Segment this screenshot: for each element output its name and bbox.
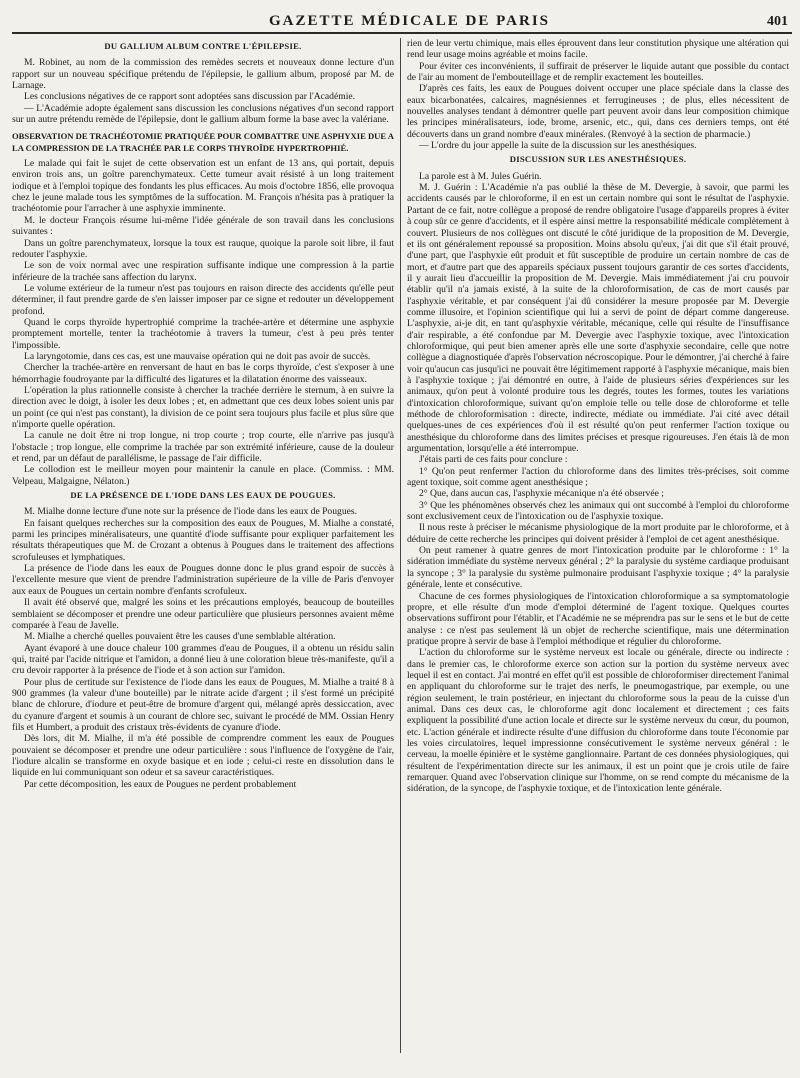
left-column: [12, 38, 400, 1053]
paragraph: — L'Académie adopte également sans discussion les conclusions négatives d'un second rapport sur un autre prétendu remède de l'épilepsie, dont le gallium album forme la base avec la valériane.: [12, 102, 394, 126]
paragraph: Pour plus de certitude sur l'existence de l'iode dans les eaux de Pougues, M. Mialhe a traité 8 à 900 grammes (la valeur d'une bouteille) par le nitrate acide d'argent ; il s'est formé un précipité blanc de chlorure, d'iodure et peut-être de bromure d'argent qui, mélangé après dessiccation, avec du cyanure d'argent et soumis à un courant de chlore sec, suivant le procédé de MM. Ossian Henry fils et Humbert, a produit des cristaux très-évidents de cyanure d'iode.: [12, 676, 394, 733]
paragraph: — L'ordre du jour appelle la suite de la discussion sur les anesthésiques.: [419, 140, 697, 152]
paragraph: 1° Qu'on peut renfermer l'action du chloroforme dans des limites très-précises, soit comme agent toxique, soit comme agent anesthésique ;: [407, 465, 789, 489]
newspaper-page: [12, 8, 792, 1060]
page-number: 401: [766, 14, 788, 29]
paragraph: En faisant quelques recherches sur la composition des eaux de Pougues, M. Mialhe a constaté, parmi les principes minéralisateurs, une quantité d'iode suffisante pour expliquer parfaitement les résultats thérapeutiques que M. de Crozant a obtenus à Pougues dans le traitement des affections scrofuleuses et lymphatiques.: [12, 517, 394, 563]
paragraph: Dans un goître parenchymateux, lorsque la toux est rauque, quoique la parole soit libre, il faut redouter l'asphyxie.: [12, 237, 394, 260]
paragraph: Il avait été observé que, malgré les soins et les précautions employés, beaucoup de bouteilles semblaient se décomposer et prendre une odeur particulière que plusieurs personnes avaient même comparée à l'eau de Javelle.: [12, 597, 394, 631]
paragraph: Le collodion est le meilleur moyen pour maintenir la canule en place. (Commiss. : MM. Velpeau, Malgaigne, Nélaton.): [12, 464, 394, 487]
paragraph: La laryngotomie, dans ces cas, est une mauvaise opération qui ne doit pas avoir de succès.: [24, 350, 371, 362]
paragraph: J'étais parti de ces faits pour conclure :: [419, 454, 568, 466]
paragraph: M. le docteur François résume lui-même l'idée générale de son travail dans les conclusions suivantes :: [12, 214, 394, 238]
paragraph: Il nous reste à préciser le mécanisme physiologique de la mort produite par le chloroforme, et à déduire de cette recherche les principes qui doivent présider à l'emploi de cet agent anesthésique.: [407, 522, 789, 545]
section-heading-gallium: DU GALLIUM ALBUM CONTRE L'ÉPILEPSIE.: [104, 41, 302, 51]
paragraph: On peut ramener à quatre genres de mort l'intoxication produite par le chloroforme : 1° la sidération immédiate du système nerveux général ; 2° la paralysie du système cardiaque produisant la syncope ; 3° la paralysie du système pulmonaire produisant l'asphyxie toxique ; 4° la paralysie générale, lente et consécutive.: [407, 545, 789, 591]
paragraph: 2° Que, dans aucun cas, l'asphyxie mécanique n'a été observée ;: [419, 488, 664, 500]
paragraph: L'opération la plus rationnelle consiste à chercher la trachée derrière le sternum, à en suivre la direction avec le doigt, à isoler les deux lobes ; et, en admettant que ces deux lobes soient unis par un point (ce qui n'est pas constant), la division de ce point sera toujours plus facile et plus sûre que n'importe quelle opération.: [12, 384, 394, 430]
paragraph: Chacune de ces formes physiologiques de l'intoxication chloroformique a sa symptomatologie propre, et elle résulte d'un mode d'emploi déterminé de l'agent toxique. Quelques courtes observations suffiront pour l'établir, et l'Académie ne se méprendra pas sur le sens et le but de cette analyse : ce n'est pas seulement là un objet de recherche scientifique, mais une détermination pratique propre à servir de base à l'emploi méthodique et régulier du chloroforme.: [407, 590, 789, 647]
section-heading-anesthesiques: DISCUSSION SUR LES ANESTHÉSIQUES.: [509, 154, 687, 165]
text-columns: [12, 38, 792, 1053]
paragraph: Ayant évaporé à une douce chaleur 100 grammes d'eau de Pougues, il a obtenu un résidu salin qui, traité par l'acide nitrique et l'amidon, a donné lieu à une coloration bleue très-manifeste, qu'il a cru devoir rapporter à la présence de l'iode et à son action sur l'amidon.: [12, 642, 394, 677]
section-heading-tracheotomie: OBSERVATION DE TRACHÉOTOMIE PRATIQUÉE POUR COMBATTRE UNE ASPHYXIE DUE A LA COMPRESSION DE LA TRACHÉE PAR LE CORPS THYROÏDE HYPERTROPHIÉ.: [12, 131, 394, 153]
paragraph: Chercher la trachée-artère en renversant de haut en bas le corps thyroïde, c'est s'exposer à une hémorrhagie foudroyante par la difficulté des ligatures et la dilatation énorme des vaisseaux.: [12, 362, 394, 385]
paragraph: Dès lors, dit M. Mialhe, il m'a été possible de comprendre comment les eaux de Pougues pouvaient se décomposer et prendre une odeur particulière : sous l'influence de l'oxygène de l'air, l'iodure alcalin se transforme en oxyde basique et en iode ; celui-ci reste en dissolution dans le liquide en lui communiquant son odeur et sa saveur caractéristiques.: [12, 733, 394, 779]
paragraph: M. Mialhe donne lecture d'une note sur la présence de l'iode dans les eaux de Pougues.: [24, 506, 358, 518]
paragraph: Quand le corps thyroïde hypertrophié comprime la trachée-artère et détermine une asphyxie promptement mortelle, tenter la trachéotomie à travers la tumeur, c'est à peu près tenter l'impossible.: [12, 316, 394, 351]
paragraph: Le volume extérieur de la tumeur n'est pas toujours en raison directe des accidents qu'elle peut déterminer, il faut prendre garde de s'en laisser imposer par ce signe et redouter un développement profond.: [12, 282, 394, 317]
paragraph: Pour éviter ces inconvénients, il suffirait de préserver le liquide autant que possible du contact de l'air au moment de l'embouteillage et de remplir exactement les bouteilles.: [407, 60, 789, 84]
paragraph: Le son de voix normal avec une respiration suffisante indique une compression à la partie inférieure de la trachée sans affection du larynx.: [12, 260, 394, 283]
paragraph: Le malade qui fait le sujet de cette observation est un enfant de 13 ans, qui portait, depuis environ trois ans, un goître parenchymateux. Cette tumeur avait résisté à un long traitement iodique et à l'emploi topique des fondants les plus efficaces. Au mois d'octobre 1856, elle provoqua chez le jeune malade tous les symptômes de la suffocation. M. François n'hésita pas à pratiquer la trachéotomie pour l'arracher à une asphyxie imminente.: [12, 158, 394, 215]
paragraph: M. Robinet, au nom de la commission des remèdes secrets et nouveaux donne lecture d'un rapport sur un nouveau spécifique prétendu de l'épilepsie, le gallium album, proposé par M. de Larnage.: [12, 57, 394, 92]
paragraph: L'action du chloroforme sur le système nerveux est locale ou générale, directe ou indirecte : dans le premier cas, le chloroforme exerce son action sur la portion du système nerveux avec lequel il est en contact. J'ai montré en effet qu'il est possible de chloroformiser directement l'animal en appliquant du chloroforme sur le trajet des nerfs, le pneumogastrique, par exemple, ou une région seulement, le train postérieur, en injectant du chloroforme sous la peau de la cuisse d'un animal. Dans ces deux cas, le chloroforme agit donc localement et directement ; ces faits expliquent la possibilité d'une action locale et directe sur le système nerveux du cœur, du poumon, etc. L'action générale et indirecte résulte d'une diffusion du chloroforme dans toute l'économie par les voies circulatoires, lequel impressionne consécutivement le système nerveux général : le cerveau, la moelle épinière et le système ganglionnaire. Partant de ces données physiologiques, qui résultent de l'expérimentation directe sur les animaux, il est un point que je crois utile de faire remarquer. Quand avec l'observation clinique sur l'homme, on se rend compte du mécanisme de la sidération, de la syncope, de l'asphyxie toxique, et de l'intoxication lente générale.: [407, 647, 789, 795]
paragraph: La canule ne doit être ni trop longue, ni trop courte ; trop courte, elle n'arrive pas jusqu'à l'obstacle ; trop longue, elle comprime la trachée par son extrémité inférieure, cause de la douleur et rend, par un défaut de parallélisme, le passage de l'air difficile.: [12, 430, 394, 465]
paragraph: La parole est à M. Jules Guérin.: [419, 170, 542, 182]
paragraph: Par cette décomposition, les eaux de Pougues ne perdent probablement: [24, 778, 297, 790]
paragraph: La présence de l'iode dans les eaux de Pougues donne donc le plus grand espoir de succès à l'excellente mesure que vient de prendre l'administration supérieure de la ville de Paris d'envoyer aux eaux de Pougues un certain nombre d'enfants scrofuleux.: [12, 563, 394, 597]
paragraph: Les conclusions négatives de ce rapport sont adoptées sans discussion par l'Académie.: [24, 91, 356, 103]
page-header: [12, 8, 792, 34]
right-column: [401, 38, 789, 1053]
journal-title: GAZETTE MÉDICALE DE PARIS: [268, 13, 550, 29]
section-heading-iode: DE LA PRÉSENCE DE L'IODE DANS LES EAUX DE POUGUES.: [70, 490, 336, 501]
paragraph: D'après ces faits, les eaux de Pougues doivent occuper une place spéciale dans la classe des eaux bicarbonatées, calcaires, magnésiennes et ferrugineuses ; de plus, elles nécessitent de nouvelles analyses tendant à démontrer quelle part peuvent avoir dans leur composition chimique les principes minéralisateurs, iode, brome, arsenic, etc., qui, dans ces derniers temps, ont été découverts dans un grand nombre d'eaux minérales. (Renvoyé à la section de pharmacie.): [407, 83, 789, 140]
paragraph: M. Mialhe a cherché quelles pouvaient être les causes d'une semblable altération.: [24, 631, 336, 643]
paragraph: 3° Que les phénomènes observés chez les animaux qui ont succombé à l'emploi du chloroforme sont exclusivement ceux de l'intoxication ou de l'asphyxie toxique.: [407, 499, 789, 523]
paragraph: rien de leur vertu chimique, mais elles éprouvent dans leur constitution physique une altération qui rend leur usage moins agréable et moins facile.: [407, 38, 789, 61]
paragraph: M. J. Guérin : L'Académie n'a pas oublié la thèse de M. Devergie, à savoir, que parmi les accidents causés par le chloroforme, il en est un certain nombre qui sont le résultat de l'asphyxie. Partant de ce fait, notre collègue a proposé de rendre obligatoire l'usage d'appareils propres à éviter à coup sûr ce genre d'accidents, et il espère ainsi mettre la responsabilité médicale complètement à couvert. Plusieurs de nos collègues ont discuté le côté juridique de la proposition de M. Devergie, et ils ont généralement repoussé sa proposition. Moins absolu qu'eux, j'ai dit que s'il était prouvé, d'une part, que l'asphyxie eût produit et fût susceptible de produire un certain nombre de cas de mort, et d'autre part que des appareils spéciaux pussent toujours garantir de ces sortes d'accidents, il y aurait lieu d'accueillir la proposition de M. Devergie. Mais immédiatement j'ai cru pouvoir établir qu'il n'a jamais existé, à la suite de la chloroformisation, de cas de mort causés par l'asphyxie véritable, et par conséquent j'ai dû considérer la mesure proposée par M. Devergie comme illusoire, et l'opinion scientifique qui lui a servi de point de départ comme dangereuse. L'asphyxie, ai-je dit, en tant qu'asphyxie véritable, mécanique, celle qui résulte de l'insuffisance d'air respirable, a été confondue par M. Devergie avec l'asphyxie toxique, avec l'intoxication chloroformique, qui peut bien amener après elle une sorte d'asphyxie secondaire, celle que notre collègue a diagnostiquée d'après l'observation nécroscopique. Pour le démontrer, j'ai cherché à faire voir qu'aucun cas jusqu'ici ne pouvait être légitimement rapporté à l'asphyxie mécanique, mais bien à l'asphyxie toxique ; j'ai démontré en outre, à l'aide de plusieurs séries d'expériences sur les animaux, qu'on peut à volonté produire tous les degrés, toutes les formes, toutes les variations d'intoxication chloroformique, suivant qu'on emploie telle ou telle dose de chloroforme et telle méthode de chloroformisation : directe, indirecte, médiate ou immédiate. J'ai cité avec détail quelques-unes de ces expériences d'où il est résulté qu'on peut renfermer l'action toxique ou anesthésique du chloroforme dans des limites précises et presque rigoureuses. J'en étais là de mon argumentation, lorsqu'elle a été interrompue.: [407, 182, 789, 455]
